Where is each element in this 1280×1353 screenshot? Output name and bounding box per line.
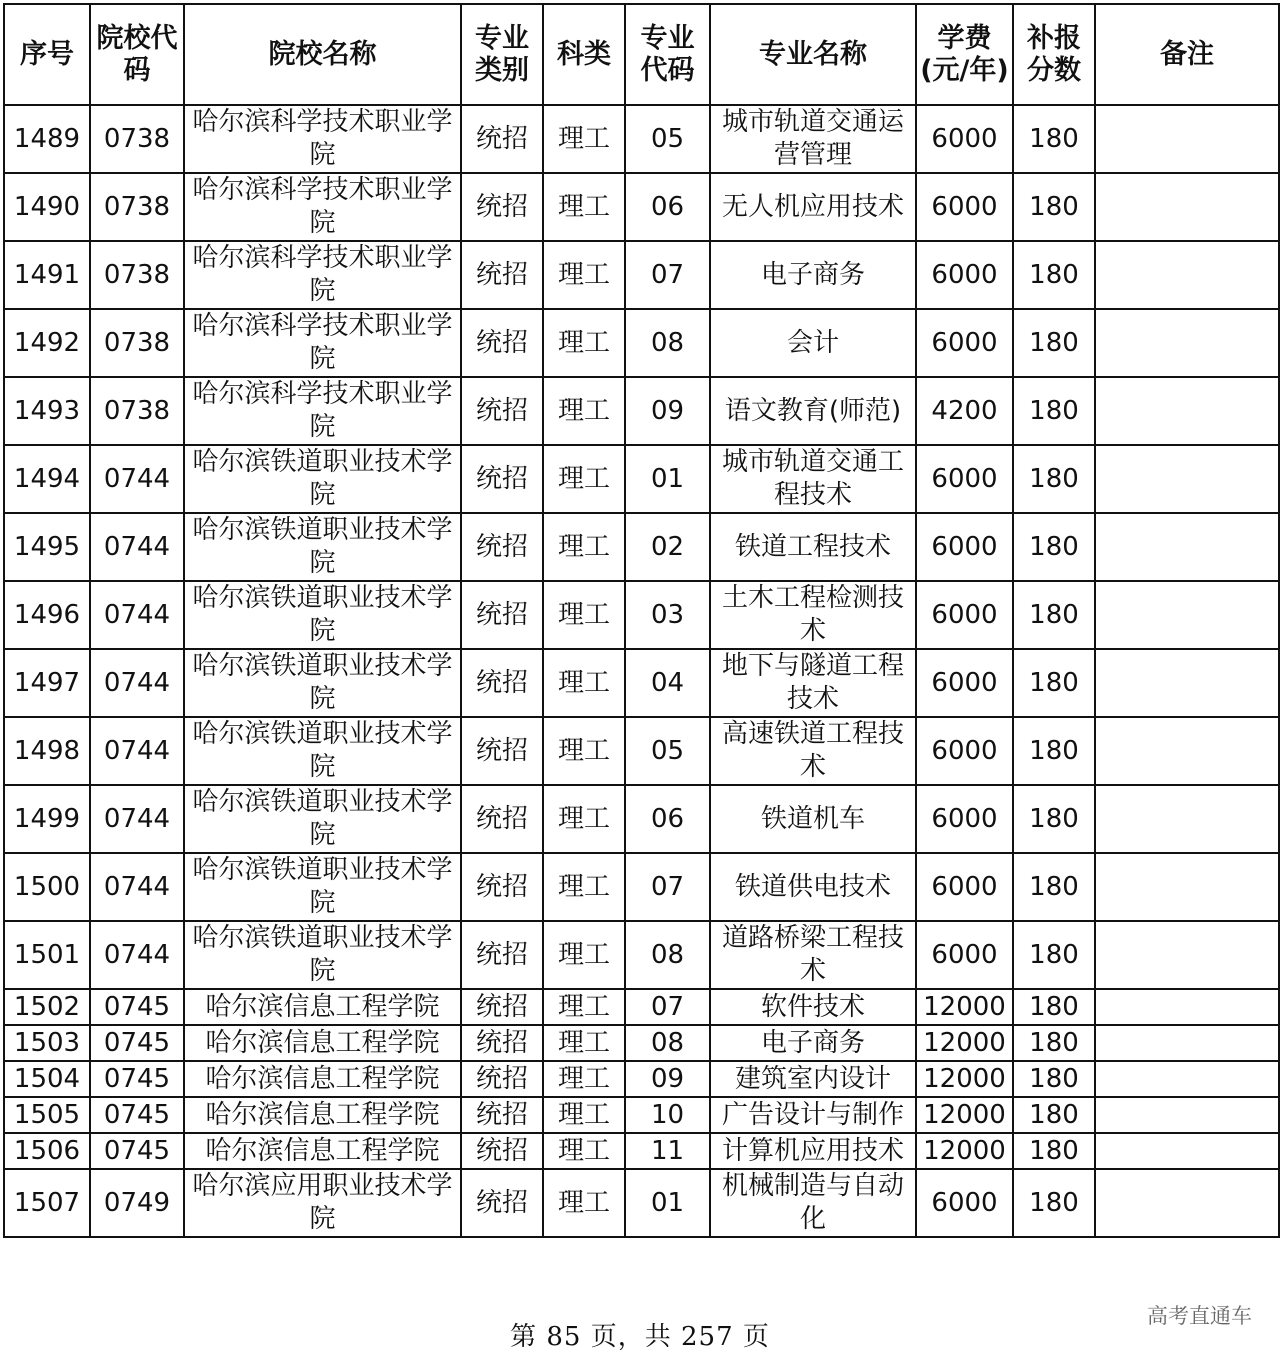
cell-seq: 1490 — [4, 173, 90, 241]
cell-major-type: 统招 — [461, 853, 543, 921]
cell-subject: 理工 — [543, 513, 625, 581]
cell-major-name: 软件技术 — [710, 989, 916, 1025]
cell-school-code: 0749 — [90, 1169, 184, 1237]
header-subject: 科类 — [543, 4, 625, 105]
cell-school-code: 0745 — [90, 1061, 184, 1097]
cell-score: 180 — [1013, 717, 1095, 785]
table-row — [4, 241, 1279, 309]
cell-seq: 1494 — [4, 445, 90, 513]
cell-note — [1095, 649, 1279, 717]
cell-major-type: 统招 — [461, 241, 543, 309]
cell-tuition: 6000 — [916, 173, 1013, 241]
cell-major-type: 统招 — [461, 309, 543, 377]
cell-seq: 1500 — [4, 853, 90, 921]
cell-subject: 理工 — [543, 989, 625, 1025]
table-row — [4, 717, 1279, 785]
table-row — [4, 309, 1279, 377]
cell-school-name: 哈尔滨铁道职业技术学院 — [184, 853, 461, 921]
cell-score: 180 — [1013, 581, 1095, 649]
cell-score: 180 — [1013, 1169, 1095, 1237]
cell-subject: 理工 — [543, 309, 625, 377]
cell-tuition: 6000 — [916, 309, 1013, 377]
cell-major-code: 02 — [625, 513, 710, 581]
cell-major-code: 05 — [625, 105, 710, 173]
cell-tuition: 12000 — [916, 1133, 1013, 1169]
cell-school-name: 哈尔滨信息工程学院 — [184, 1097, 461, 1133]
cell-school-code: 0745 — [90, 1097, 184, 1133]
cell-school-code: 0744 — [90, 785, 184, 853]
table-row — [4, 173, 1279, 241]
cell-subject: 理工 — [543, 173, 625, 241]
cell-tuition: 6000 — [916, 581, 1013, 649]
cell-major-type: 统招 — [461, 1061, 543, 1097]
cell-major-code: 06 — [625, 785, 710, 853]
cell-major-name: 铁道工程技术 — [710, 513, 916, 581]
cell-score: 180 — [1013, 105, 1095, 173]
cell-score: 180 — [1013, 853, 1095, 921]
cell-score: 180 — [1013, 989, 1095, 1025]
cell-note — [1095, 921, 1279, 989]
cell-school-name: 哈尔滨铁道职业技术学院 — [184, 717, 461, 785]
cell-note — [1095, 1169, 1279, 1237]
header-school-code: 院校代码 — [90, 4, 184, 105]
cell-school-code: 0744 — [90, 445, 184, 513]
cell-school-name: 哈尔滨信息工程学院 — [184, 1025, 461, 1061]
cell-major-name: 电子商务 — [710, 1025, 916, 1061]
cell-major-code: 01 — [625, 445, 710, 513]
cell-major-type: 统招 — [461, 785, 543, 853]
cell-school-name: 哈尔滨信息工程学院 — [184, 1133, 461, 1169]
cell-note — [1095, 1133, 1279, 1169]
table-row — [4, 513, 1279, 581]
header-major-type: 专业类别 — [461, 4, 543, 105]
cell-subject: 理工 — [543, 1061, 625, 1097]
cell-school-name: 哈尔滨科学技术职业学院 — [184, 309, 461, 377]
cell-score: 180 — [1013, 377, 1095, 445]
cell-tuition: 6000 — [916, 105, 1013, 173]
cell-major-code: 04 — [625, 649, 710, 717]
cell-subject: 理工 — [543, 649, 625, 717]
cell-tuition: 6000 — [916, 717, 1013, 785]
cell-major-code: 03 — [625, 581, 710, 649]
table-row — [4, 445, 1279, 513]
cell-tuition: 12000 — [916, 1025, 1013, 1061]
cell-major-name: 建筑室内设计 — [710, 1061, 916, 1097]
cell-major-code: 05 — [625, 717, 710, 785]
cell-tuition: 6000 — [916, 1169, 1013, 1237]
cell-note — [1095, 445, 1279, 513]
header-seq: 序号 — [4, 4, 90, 105]
cell-school-name: 哈尔滨科学技术职业学院 — [184, 241, 461, 309]
cell-tuition: 6000 — [916, 649, 1013, 717]
cell-score: 180 — [1013, 1133, 1095, 1169]
cell-subject: 理工 — [543, 581, 625, 649]
cell-major-type: 统招 — [461, 105, 543, 173]
cell-school-name: 哈尔滨信息工程学院 — [184, 1061, 461, 1097]
cell-seq: 1495 — [4, 513, 90, 581]
cell-major-name: 道路桥梁工程技术 — [710, 921, 916, 989]
header-major-code: 专业代码 — [625, 4, 710, 105]
cell-seq: 1506 — [4, 1133, 90, 1169]
cell-note — [1095, 173, 1279, 241]
cell-school-name: 哈尔滨铁道职业技术学院 — [184, 649, 461, 717]
header-tuition: 学费(元/年) — [916, 4, 1013, 105]
cell-note — [1095, 377, 1279, 445]
cell-note — [1095, 1097, 1279, 1133]
cell-seq: 1493 — [4, 377, 90, 445]
cell-school-name: 哈尔滨铁道职业技术学院 — [184, 513, 461, 581]
cell-major-type: 统招 — [461, 581, 543, 649]
cell-tuition: 6000 — [916, 785, 1013, 853]
cell-subject: 理工 — [543, 785, 625, 853]
cell-seq: 1489 — [4, 105, 90, 173]
cell-seq: 1504 — [4, 1061, 90, 1097]
cell-major-name: 无人机应用技术 — [710, 173, 916, 241]
table-row — [4, 377, 1279, 445]
table-row — [4, 581, 1279, 649]
cell-school-name: 哈尔滨信息工程学院 — [184, 989, 461, 1025]
table-body — [4, 105, 1279, 1237]
cell-score: 180 — [1013, 309, 1095, 377]
cell-school-code: 0744 — [90, 921, 184, 989]
cell-seq: 1505 — [4, 1097, 90, 1133]
cell-score: 180 — [1013, 1061, 1095, 1097]
table-row — [4, 785, 1279, 853]
cell-major-code: 07 — [625, 241, 710, 309]
cell-school-code: 0738 — [90, 309, 184, 377]
cell-seq: 1497 — [4, 649, 90, 717]
cell-major-name: 土木工程检测技术 — [710, 581, 916, 649]
cell-major-type: 统招 — [461, 1025, 543, 1061]
cell-major-name: 会计 — [710, 309, 916, 377]
cell-major-type: 统招 — [461, 717, 543, 785]
cell-school-code: 0738 — [90, 377, 184, 445]
cell-school-name: 哈尔滨科学技术职业学院 — [184, 377, 461, 445]
cell-major-type: 统招 — [461, 1169, 543, 1237]
cell-major-name: 机械制造与自动化 — [710, 1169, 916, 1237]
cell-seq: 1501 — [4, 921, 90, 989]
cell-subject: 理工 — [543, 241, 625, 309]
cell-major-name: 计算机应用技术 — [710, 1133, 916, 1169]
cell-major-name: 城市轨道交通运营管理 — [710, 105, 916, 173]
table-row — [4, 853, 1279, 921]
table-row — [4, 1133, 1279, 1169]
cell-major-code: 11 — [625, 1133, 710, 1169]
table-row — [4, 1061, 1279, 1097]
cell-major-code: 09 — [625, 1061, 710, 1097]
cell-score: 180 — [1013, 241, 1095, 309]
cell-subject: 理工 — [543, 921, 625, 989]
cell-score: 180 — [1013, 173, 1095, 241]
cell-tuition: 6000 — [916, 445, 1013, 513]
table-row — [4, 921, 1279, 989]
cell-major-type: 统招 — [461, 1133, 543, 1169]
cell-major-code: 08 — [625, 309, 710, 377]
cell-seq: 1492 — [4, 309, 90, 377]
cell-subject: 理工 — [543, 717, 625, 785]
table-row — [4, 105, 1279, 173]
cell-major-code: 01 — [625, 1169, 710, 1237]
header-school-name: 院校名称 — [184, 4, 461, 105]
cell-major-code: 08 — [625, 1025, 710, 1061]
cell-score: 180 — [1013, 1025, 1095, 1061]
cell-major-code: 08 — [625, 921, 710, 989]
cell-school-name: 哈尔滨应用职业技术学院 — [184, 1169, 461, 1237]
cell-subject: 理工 — [543, 1133, 625, 1169]
cell-school-code: 0744 — [90, 717, 184, 785]
cell-school-name: 哈尔滨铁道职业技术学院 — [184, 921, 461, 989]
cell-school-code: 0745 — [90, 989, 184, 1025]
cell-seq: 1507 — [4, 1169, 90, 1237]
cell-major-code: 10 — [625, 1097, 710, 1133]
cell-subject: 理工 — [543, 1169, 625, 1237]
header-score: 补报分数 — [1013, 4, 1095, 105]
cell-major-name: 电子商务 — [710, 241, 916, 309]
cell-score: 180 — [1013, 1097, 1095, 1133]
table-row — [4, 989, 1279, 1025]
cell-seq: 1496 — [4, 581, 90, 649]
cell-subject: 理工 — [543, 105, 625, 173]
cell-major-name: 广告设计与制作 — [710, 1097, 916, 1133]
cell-tuition: 6000 — [916, 241, 1013, 309]
cell-major-name: 语文教育(师范) — [710, 377, 916, 445]
cell-school-code: 0744 — [90, 581, 184, 649]
cell-note — [1095, 581, 1279, 649]
cell-tuition: 12000 — [916, 1061, 1013, 1097]
cell-school-name: 哈尔滨科学技术职业学院 — [184, 105, 461, 173]
cell-note — [1095, 105, 1279, 173]
cell-seq: 1498 — [4, 717, 90, 785]
page-footer: 第 85 页，共 257 页 — [510, 1322, 770, 1352]
cell-tuition: 12000 — [916, 1097, 1013, 1133]
cell-note — [1095, 309, 1279, 377]
cell-major-name: 铁道供电技术 — [710, 853, 916, 921]
cell-tuition: 6000 — [916, 921, 1013, 989]
cell-note — [1095, 1061, 1279, 1097]
cell-major-type: 统招 — [461, 989, 543, 1025]
cell-subject: 理工 — [543, 1025, 625, 1061]
cell-subject: 理工 — [543, 1097, 625, 1133]
cell-major-type: 统招 — [461, 513, 543, 581]
cell-note — [1095, 785, 1279, 853]
cell-major-code: 09 — [625, 377, 710, 445]
cell-note — [1095, 241, 1279, 309]
cell-school-code: 0745 — [90, 1025, 184, 1061]
cell-tuition: 6000 — [916, 513, 1013, 581]
cell-school-code: 0744 — [90, 649, 184, 717]
cell-major-code: 07 — [625, 853, 710, 921]
cell-major-type: 统招 — [461, 445, 543, 513]
cell-school-name: 哈尔滨铁道职业技术学院 — [184, 785, 461, 853]
cell-seq: 1491 — [4, 241, 90, 309]
cell-major-name: 城市轨道交通工程技术 — [710, 445, 916, 513]
cell-note — [1095, 853, 1279, 921]
cell-score: 180 — [1013, 785, 1095, 853]
cell-major-name: 高速铁道工程技术 — [710, 717, 916, 785]
header-major-name: 专业名称 — [710, 4, 916, 105]
cell-school-code: 0738 — [90, 241, 184, 309]
cell-major-name: 铁道机车 — [710, 785, 916, 853]
cell-major-name: 地下与隧道工程技术 — [710, 649, 916, 717]
cell-score: 180 — [1013, 921, 1095, 989]
cell-school-code: 0738 — [90, 173, 184, 241]
header-note: 备注 — [1095, 4, 1279, 105]
cell-subject: 理工 — [543, 853, 625, 921]
cell-seq: 1502 — [4, 989, 90, 1025]
table-row — [4, 649, 1279, 717]
table-header-row — [4, 4, 1279, 105]
cell-tuition: 12000 — [916, 989, 1013, 1025]
cell-subject: 理工 — [543, 377, 625, 445]
cell-major-code: 07 — [625, 989, 710, 1025]
cell-major-type: 统招 — [461, 377, 543, 445]
watermark: 高考直通车 — [1147, 1304, 1252, 1328]
cell-seq: 1499 — [4, 785, 90, 853]
cell-major-type: 统招 — [461, 921, 543, 989]
cell-subject: 理工 — [543, 445, 625, 513]
table-row — [4, 1097, 1279, 1133]
cell-major-type: 统招 — [461, 173, 543, 241]
cell-score: 180 — [1013, 649, 1095, 717]
cell-score: 180 — [1013, 445, 1095, 513]
admission-table — [3, 3, 1280, 1238]
cell-score: 180 — [1013, 513, 1095, 581]
cell-school-name: 哈尔滨铁道职业技术学院 — [184, 445, 461, 513]
table-row — [4, 1025, 1279, 1061]
cell-note — [1095, 717, 1279, 785]
cell-tuition: 4200 — [916, 377, 1013, 445]
cell-school-name: 哈尔滨科学技术职业学院 — [184, 173, 461, 241]
cell-major-type: 统招 — [461, 649, 543, 717]
cell-major-code: 06 — [625, 173, 710, 241]
cell-tuition: 6000 — [916, 853, 1013, 921]
cell-school-code: 0744 — [90, 513, 184, 581]
cell-school-code: 0745 — [90, 1133, 184, 1169]
cell-school-name: 哈尔滨铁道职业技术学院 — [184, 581, 461, 649]
cell-note — [1095, 989, 1279, 1025]
cell-school-code: 0738 — [90, 105, 184, 173]
table-row — [4, 1169, 1279, 1237]
cell-school-code: 0744 — [90, 853, 184, 921]
cell-note — [1095, 1025, 1279, 1061]
cell-seq: 1503 — [4, 1025, 90, 1061]
cell-note — [1095, 513, 1279, 581]
cell-major-type: 统招 — [461, 1097, 543, 1133]
